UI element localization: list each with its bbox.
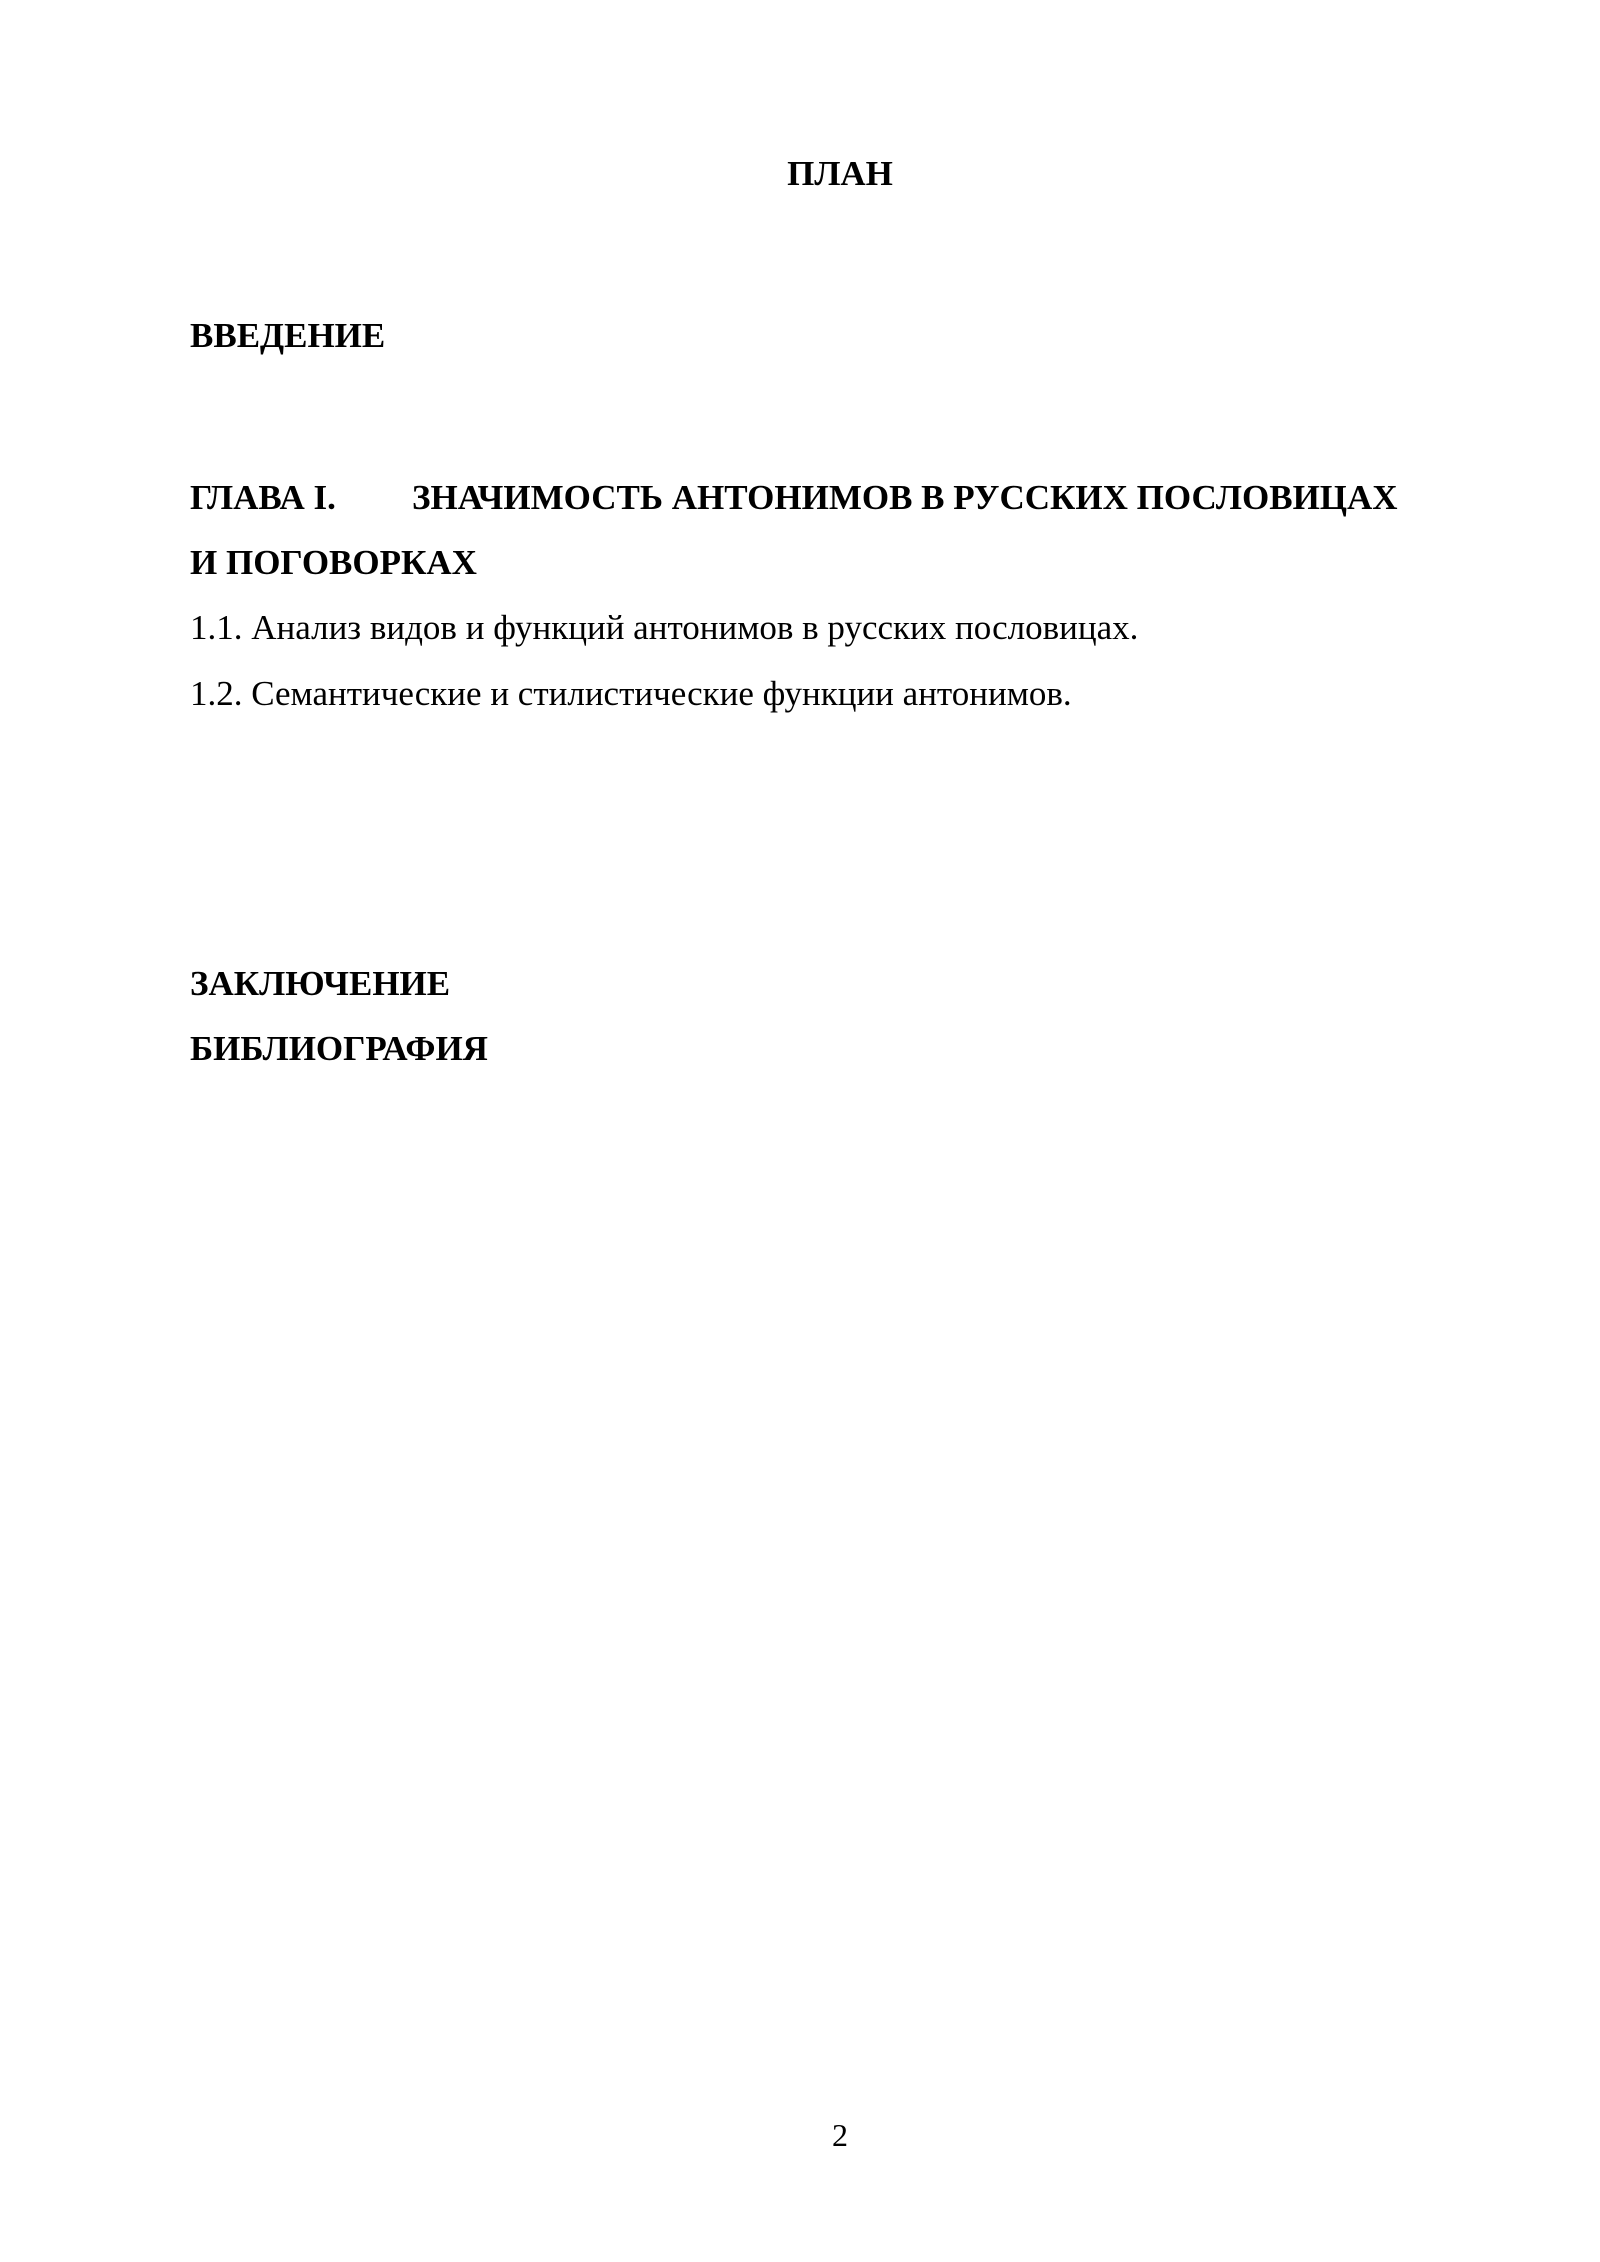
toc-item-1-2: 1.2. Семантические и стилистические функции антонимов. [190, 674, 1072, 713]
chapter-1-title-line-2: И ПОГОВОРКАХ [190, 543, 477, 582]
toc-conclusion: ЗАКЛЮЧЕНИЕ [190, 964, 451, 1003]
chapter-1-number: ГЛАВА I. [190, 478, 336, 517]
chapter-1-title-line-1: ЗНАЧИМОСТЬ АНТОНИМОВ В РУССКИХ ПОСЛОВИЦАХ [412, 478, 1398, 517]
page-number: 2 [832, 2117, 848, 2153]
page-title: ПЛАН [787, 154, 893, 193]
toc-item-1-1: 1.1. Анализ видов и функций антонимов в русских пословицах. [190, 608, 1139, 647]
toc-chapter-1 [190, 478, 1398, 518]
toc-bibliography: БИБЛИОГРАФИЯ [190, 1029, 488, 1068]
toc-introduction: ВВЕДЕНИЕ [190, 316, 386, 355]
